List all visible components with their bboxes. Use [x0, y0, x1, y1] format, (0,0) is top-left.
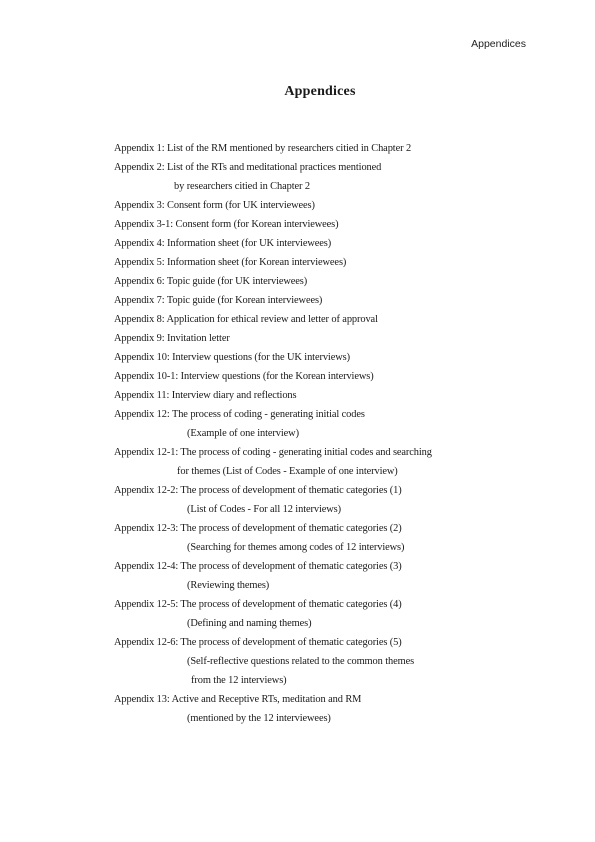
appendix-entry-continuation: (List of Codes - For all 12 interviews): [187, 504, 341, 515]
appendix-entry: Appendix 11: Interview diary and reflections: [114, 390, 297, 401]
appendix-entry: Appendix 3-1: Consent form (for Korean interviewees): [114, 219, 339, 230]
appendix-entry-continuation: by researchers citied in Chapter 2: [174, 181, 310, 192]
appendix-entry-continuation: from the 12 interviews): [191, 675, 287, 686]
appendix-entry: Appendix 12-6: The process of development of thematic categories (5): [114, 637, 402, 648]
appendix-entry: Appendix 12-3: The process of development of thematic categories (2): [114, 523, 402, 534]
appendix-entry: Appendix 3: Consent form (for UK interviewees): [114, 200, 315, 211]
appendix-entry: Appendix 1: List of the RM mentioned by researchers citied in Chapter 2: [114, 143, 412, 154]
appendix-entry-continuation: (Searching for themes among codes of 12 interviews): [187, 542, 405, 553]
page-title: Appendices: [284, 84, 356, 99]
appendix-entry: Appendix 6: Topic guide (for UK interviewees): [114, 276, 308, 287]
appendix-entry: Appendix 10-1: Interview questions (for the Korean interviews): [114, 371, 374, 382]
appendix-entry: Appendix 12-4: The process of development of thematic categories (3): [114, 561, 402, 572]
appendix-entry-continuation: (Example of one interview): [187, 428, 299, 439]
appendix-entry: Appendix 7: Topic guide (for Korean interviewees): [114, 295, 323, 306]
appendix-entry: Appendix 5: Information sheet (for Korean interviewees): [114, 257, 347, 268]
appendix-entry-continuation: (mentioned by the 12 interviewees): [187, 713, 331, 724]
appendix-entry: Appendix 4: Information sheet (for UK interviewees): [114, 238, 332, 249]
appendix-entry-continuation: for themes (List of Codes - Example of one interview): [177, 466, 398, 477]
appendix-entry: Appendix 12-1: The process of coding - generating initial codes and searching: [114, 447, 432, 458]
appendix-entry: Appendix 9: Invitation letter: [114, 333, 230, 344]
appendix-entry-continuation: (Reviewing themes): [187, 580, 270, 591]
appendix-entry: Appendix 2: List of the RTs and meditational practices mentioned: [114, 162, 382, 173]
appendix-entry: Appendix 13: Active and Receptive RTs, meditation and RM: [114, 694, 362, 705]
appendix-entry-continuation: (Self-reflective questions related to the common themes: [187, 656, 415, 667]
appendix-entry-continuation: (Defining and naming themes): [187, 618, 312, 629]
running-header: Appendices: [471, 38, 526, 50]
appendix-entry: Appendix 12-5: The process of development of thematic categories (4): [114, 599, 402, 610]
appendix-entry: Appendix 12-2: The process of development of thematic categories (1): [114, 485, 402, 496]
appendix-entry: Appendix 10: Interview questions (for the UK interviews): [114, 352, 350, 363]
appendix-list: [114, 143, 534, 732]
appendix-entry: Appendix 8: Application for ethical review and letter of approval: [114, 314, 378, 325]
appendix-entry: Appendix 12: The process of coding - generating initial codes: [114, 409, 365, 420]
